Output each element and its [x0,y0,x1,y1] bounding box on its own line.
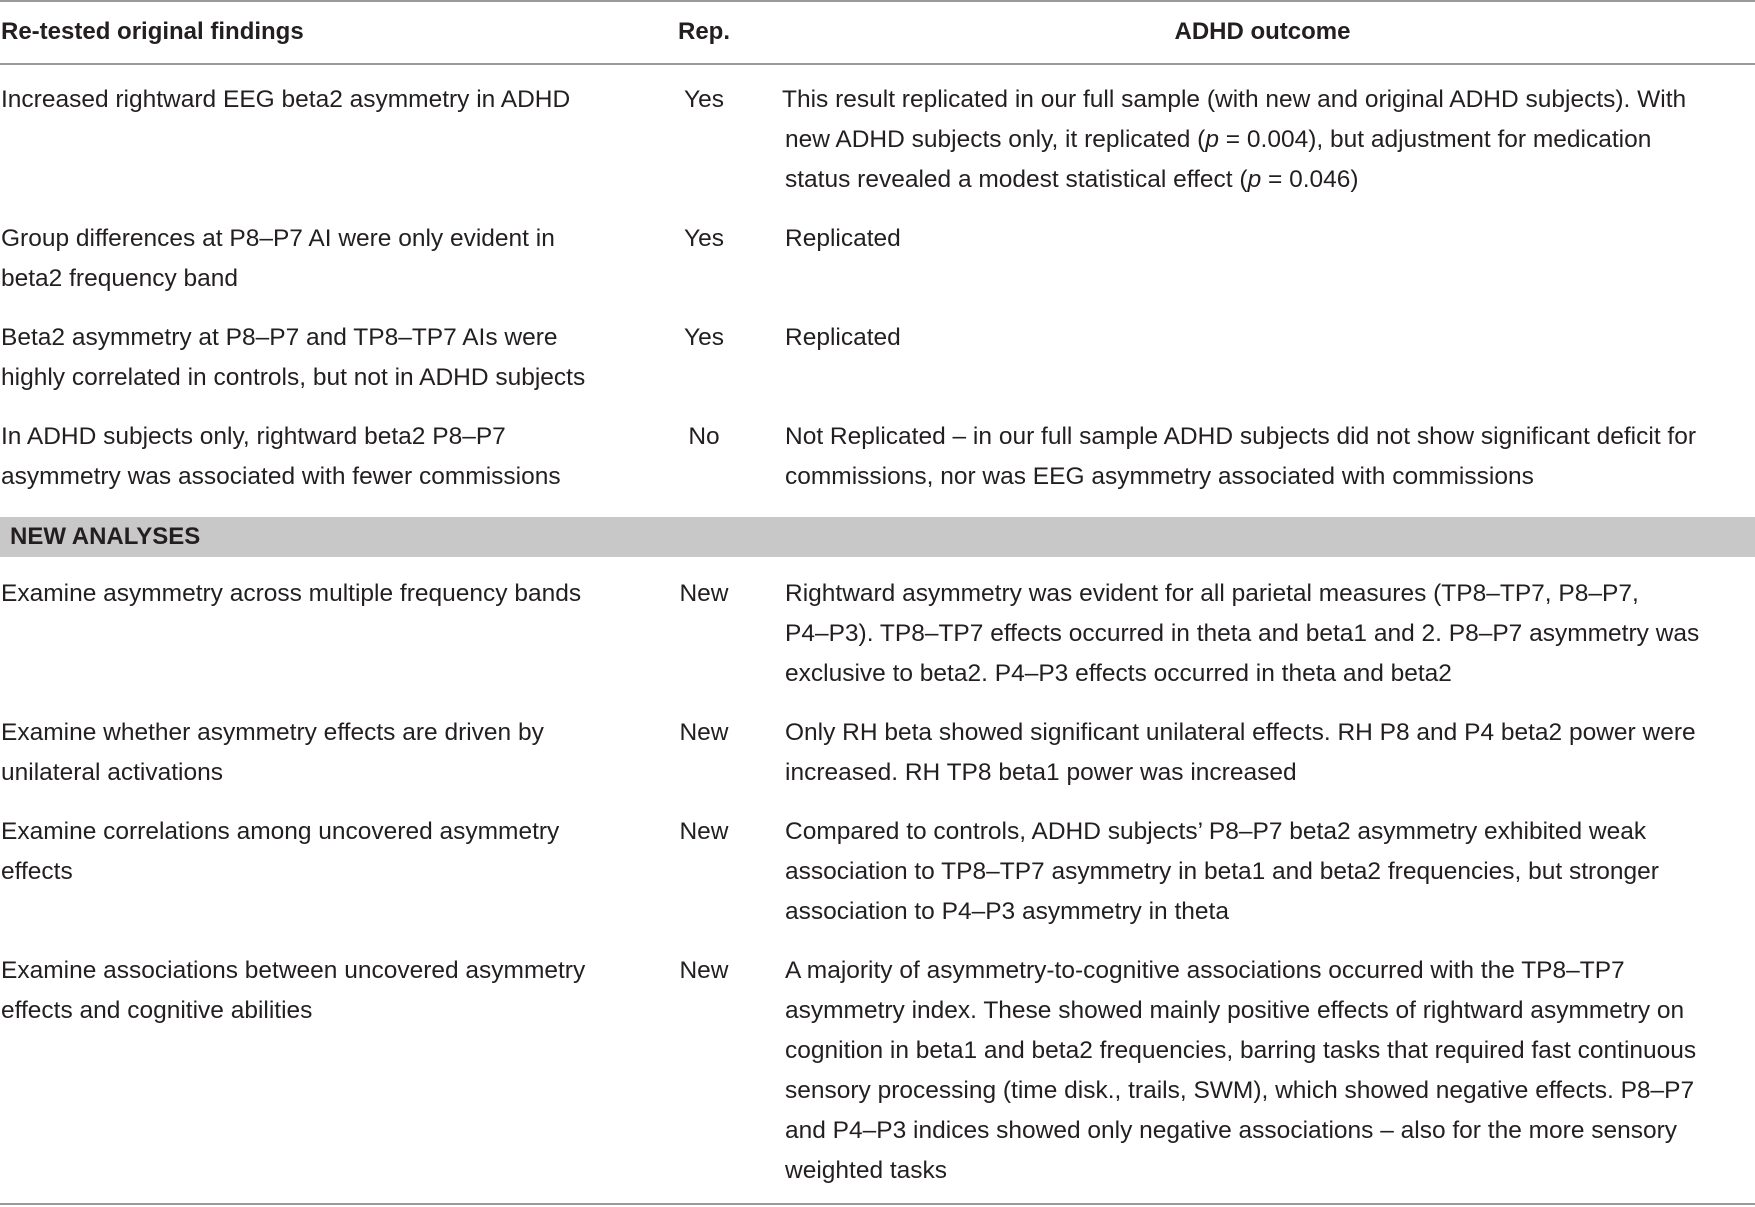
table-row-outcome: Replicated [785,324,901,351]
table-row-finding: Beta2 asymmetry at P8–P7 and TP8–TP7 AIs were highly correlated in controls, but not in ADHD subjects [1,324,586,391]
header-adhd-outcome: ADHD outcome [1174,18,1351,45]
header-replication: Rep. [677,18,730,45]
table-row-rep: New [679,818,729,845]
table-row-outcome: Only RH beta showed significant unilateral effects. RH P8 and P4 beta2 power were increased. RH TP8 beta1 power was increased [785,719,1696,786]
table-row-finding: Group differences at P8–P7 AI were only evident in beta2 frequency band [1,225,555,292]
header-bottom-rule [0,63,1755,65]
table-row-outcome: This result replicated in our full sample (with new and original ADHD subjects). With new ADHD subjects only, it replicated (p = 0.004), but adjustment for medication status revealed a modest statistical effect (p = 0.046) [782,86,1687,193]
table-row-finding: Examine whether asymmetry effects are driven by unilateral activations [1,719,544,786]
table-row-outcome: Rightward asymmetry was evident for all parietal measures (TP8–TP7, P8–P7, P4–P3). TP8–TP7 effects occurred in theta and beta1 and 2. P8–P7 asymmetry was exclusive to beta2. P4–P3 effects occurred in theta and beta2 [785,580,1700,687]
table-row-outcome: Replicated [785,225,901,252]
table-row-rep: New [679,957,729,984]
table-row-rep: New [679,580,729,607]
header-original-findings: Re-tested original findings [1,18,304,45]
table-row-finding: Examine associations between uncovered asymmetry effects and cognitive abilities [1,957,586,1024]
table-top-rule [0,0,1755,2]
table-row-rep: Yes [684,225,724,252]
table-row-rep: New [679,719,729,746]
table-row-finding: Increased rightward EEG beta2 asymmetry in ADHD [1,86,571,113]
table-row-finding: Examine correlations among uncovered asymmetry effects [1,818,560,885]
table-row-finding: Examine asymmetry across multiple frequency bands [1,580,582,607]
section-header-new-analyses [0,517,1755,557]
section-label: NEW ANALYSES [10,523,201,550]
table-row-rep: Yes [684,86,724,113]
table-row-finding: In ADHD subjects only, rightward beta2 P8–P7 asymmetry was associated with fewer commissions [1,423,561,490]
table-row-rep: No [688,423,720,450]
table-row-outcome: Not Replicated – in our full sample ADHD subjects did not show significant deficit for commissions, nor was EEG asymmetry associated with commissions [785,423,1697,490]
table-row-outcome: Compared to controls, ADHD subjects’ P8–P7 beta2 asymmetry exhibited weak association to TP8–TP7 asymmetry in beta1 and beta2 frequencies, but stronger association to P4–P3 asymmetry in theta [785,818,1659,925]
table-bottom-rule [0,1203,1755,1205]
table-row-outcome: A majority of asymmetry-to-cognitive associations occurred with the TP8–TP7 asymmetry index. These showed mainly positive effects of rightward asymmetry on cognition in beta1 and beta2 frequencies, barring tasks that required fast continuous sensory processing (time disk., trails, SWM), which showed negative effects. P8–P7 and P4–P3 indices showed only negative associations – also for the more sensory weighted tasks [785,957,1697,1184]
table-row-rep: Yes [684,324,724,351]
